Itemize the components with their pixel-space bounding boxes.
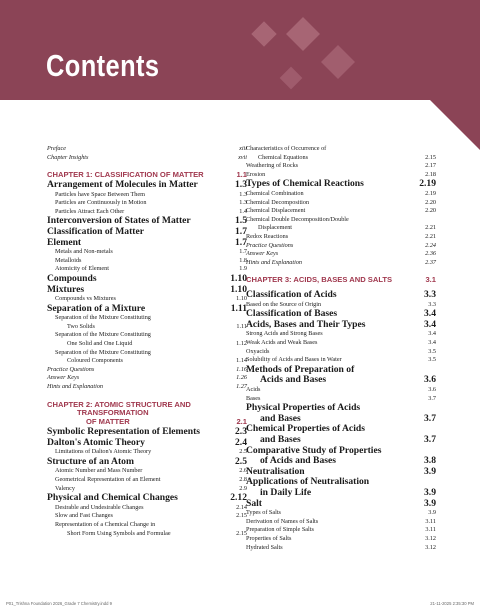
entry-title: Mixtures bbox=[47, 283, 85, 295]
entry-title: Bases bbox=[246, 394, 261, 402]
page-number: 2.5 bbox=[239, 448, 247, 456]
entry-title: Atomic Number and Mass Number bbox=[55, 467, 143, 475]
entry-title: Separation of a Mixture bbox=[47, 302, 146, 314]
entry-title: Coloured Components bbox=[67, 357, 123, 365]
entry-title: Strong Acids and Strong Bases bbox=[246, 330, 323, 338]
entry-title: Hints and Explanation bbox=[47, 383, 104, 391]
entry-title: Preparation of Simple Salts bbox=[246, 526, 314, 534]
toc-entry bbox=[246, 290, 436, 301]
page-number: 3.9 bbox=[428, 509, 436, 517]
entry-title: CHAPTER 3: ACIDS, BASES AND SALTS bbox=[246, 275, 393, 285]
page-number: 2.18 bbox=[425, 170, 436, 178]
page-number: 1.12 bbox=[236, 340, 247, 348]
toc-entry bbox=[47, 366, 247, 375]
toc-left-column bbox=[47, 145, 247, 538]
entry-title: Geometrical Representation of an Element bbox=[55, 476, 161, 483]
entry-title: Separation of the Mixture Constituting bbox=[55, 348, 151, 356]
entry-title: Neutralisation bbox=[246, 465, 305, 477]
toc-entry bbox=[246, 509, 436, 518]
page-number: 2.21 bbox=[425, 224, 436, 232]
entry-title: Preface bbox=[47, 145, 67, 152]
footer-stamp: 21-11-2025 2:35:30 PM bbox=[430, 601, 474, 606]
toc-entry bbox=[47, 145, 247, 154]
toc-entry bbox=[246, 518, 436, 527]
page-number: 1.8 bbox=[239, 256, 247, 264]
entry-title: Desirable and Undesirable Changes bbox=[55, 503, 144, 511]
page-number: 3.12 bbox=[425, 534, 436, 542]
toc-entry bbox=[47, 438, 247, 449]
toc-entry bbox=[47, 323, 247, 332]
toc-entry bbox=[47, 493, 247, 504]
entry-title: Weathering of Rocks bbox=[246, 162, 299, 170]
entry-title: Chemical Combination bbox=[246, 189, 304, 197]
toc-entry bbox=[47, 257, 247, 266]
page-number: 1.1 bbox=[236, 170, 247, 180]
entry-title: in Daily Life bbox=[260, 486, 312, 498]
entry-title: Practice Questions bbox=[246, 241, 294, 249]
page-number: 1.7 bbox=[235, 225, 247, 237]
toc-entry bbox=[47, 457, 247, 468]
page-number: 2.20 bbox=[425, 207, 436, 215]
toc-entry bbox=[47, 191, 247, 200]
page-number: 1.5 bbox=[235, 215, 247, 227]
toc-entry bbox=[246, 216, 436, 225]
entry-title: Particles Attract Each Other bbox=[55, 207, 125, 215]
toc-entry bbox=[246, 375, 436, 386]
page-number: 3.7 bbox=[424, 434, 436, 446]
page-number: 3.11 bbox=[425, 517, 436, 525]
entry-title: Chapter Insights bbox=[47, 153, 89, 161]
toc-entry bbox=[246, 199, 436, 208]
page-number: 3.5 bbox=[428, 356, 436, 364]
page-number: 1.16 bbox=[236, 365, 247, 373]
entry-title: and Bases bbox=[260, 412, 301, 424]
page-number: 1.14 bbox=[236, 357, 247, 365]
entry-title: Oxyacids bbox=[246, 347, 270, 355]
page-number: 2.19 bbox=[425, 189, 436, 197]
page-number: 2.3 bbox=[235, 426, 247, 438]
toc-entry bbox=[246, 526, 436, 535]
page-number: 3.9 bbox=[424, 486, 436, 498]
page-number: 3.1 bbox=[425, 275, 436, 285]
toc-entry bbox=[47, 274, 247, 285]
toc-entry bbox=[47, 383, 247, 392]
entry-title: Compounds bbox=[47, 272, 97, 284]
entry-title: Particles are Continuously in Motion bbox=[55, 199, 147, 207]
page-number: 1.3 bbox=[235, 178, 247, 190]
page-number: 1.11 bbox=[236, 322, 247, 330]
toc-entry bbox=[47, 180, 247, 191]
entry-title: Properties of Salts bbox=[246, 534, 292, 542]
page-number: 1.3 bbox=[239, 190, 247, 198]
toc-entry bbox=[246, 488, 436, 499]
page-number: 2.15 bbox=[425, 153, 436, 161]
page-number: 3.6 bbox=[428, 386, 436, 394]
page-number: 1.11 bbox=[230, 302, 247, 314]
page-number: 2.20 bbox=[425, 198, 436, 206]
entry-title: and Bases bbox=[260, 434, 301, 446]
toc-entry bbox=[47, 227, 247, 238]
page-number: 1.4 bbox=[239, 207, 247, 215]
toc-entry bbox=[246, 162, 436, 171]
entry-title: Acids, Bases and Their Types bbox=[246, 318, 366, 330]
entry-title: Physical Properties of Acids bbox=[246, 402, 361, 414]
entry-title: One Solid and One Liquid bbox=[67, 340, 133, 348]
page-number: 1.9 bbox=[239, 265, 247, 273]
toc-entry bbox=[47, 304, 247, 315]
toc-entry bbox=[47, 154, 247, 163]
entry-title: Arrangement of Molecules in Matter bbox=[47, 178, 198, 190]
entry-title: Limitations of Dalton's Atomic Theory bbox=[55, 448, 152, 456]
entry-title: Symbolic Representation of Elements bbox=[47, 426, 201, 438]
toc-entry bbox=[47, 521, 247, 530]
entry-title: Dalton's Atomic Theory bbox=[47, 436, 145, 448]
entry-title: Slow and Fast Changes bbox=[55, 512, 113, 520]
toc-entry bbox=[47, 340, 247, 349]
entry-title: CHAPTER 1: CLASSIFICATION OF MATTER bbox=[47, 170, 204, 180]
entry-title: Representation of a Chemical Change in bbox=[55, 520, 156, 528]
entry-title: Weak Acids and Weak Bases bbox=[246, 339, 318, 347]
entry-title: Based on the Source of Origin bbox=[246, 300, 322, 308]
page-title: Contents bbox=[46, 48, 160, 83]
page-number: 1.10 bbox=[230, 283, 247, 295]
toc-entry bbox=[246, 348, 436, 357]
toc-entry bbox=[47, 467, 247, 476]
page-number: 2.4 bbox=[235, 436, 247, 448]
page-number: 3.7 bbox=[428, 394, 436, 402]
entry-title: Structure of an Atom bbox=[47, 455, 134, 467]
page-number: 3.7 bbox=[424, 412, 436, 424]
page-number: 2.17 bbox=[425, 162, 436, 170]
toc-entry bbox=[246, 339, 436, 348]
entry-title: Element bbox=[47, 236, 82, 248]
page-number: 2.19 bbox=[419, 178, 436, 190]
footer-file: P01_Trishna Foundation 2026_Grade 7 Chemistry.indd 9 bbox=[6, 601, 112, 606]
toc-entry bbox=[47, 331, 247, 340]
toc-entry bbox=[47, 238, 247, 249]
page-number: 3.3 bbox=[428, 300, 436, 308]
toc-entry bbox=[47, 504, 247, 513]
toc-entry bbox=[47, 349, 247, 358]
entry-title: CHAPTER 2: ATOMIC STRUCTURE AND bbox=[47, 399, 191, 409]
entry-title: Chemical Decomposition bbox=[246, 198, 310, 206]
page-number: 3.12 bbox=[425, 543, 436, 551]
page-number: 3.4 bbox=[424, 318, 436, 330]
entry-title: Classification of Matter bbox=[47, 225, 144, 237]
entry-title: Chemical Displacement bbox=[246, 207, 306, 215]
entry-title: Acids and Bases bbox=[260, 374, 327, 386]
entry-title: Short Form Using Symbols and Formulae bbox=[67, 529, 171, 537]
entry-title: Classification of Acids bbox=[246, 289, 337, 301]
entry-title: Physical and Chemical Changes bbox=[47, 492, 178, 504]
page-number: 3.3 bbox=[424, 289, 436, 301]
toc-entry bbox=[47, 357, 247, 366]
page-number: xiii bbox=[239, 145, 247, 152]
page-number: 2.37 bbox=[425, 258, 436, 266]
toc-entry bbox=[246, 544, 436, 553]
page-number: 3.4 bbox=[428, 330, 436, 338]
entry-title: Erosion bbox=[246, 170, 266, 178]
toc-entry bbox=[47, 248, 247, 257]
entry-title: Applications of Neutralisation bbox=[246, 476, 370, 488]
toc-entry bbox=[47, 476, 247, 485]
page-number: 3.4 bbox=[428, 339, 436, 347]
toc-right-column bbox=[246, 145, 436, 552]
entry-title: Interconversion of States of Matter bbox=[47, 215, 191, 227]
page-number: 3.5 bbox=[428, 347, 436, 355]
toc-entry bbox=[246, 320, 436, 331]
page-number: 3.9 bbox=[424, 497, 436, 509]
entry-title: Particles have Space Between Them bbox=[55, 190, 145, 198]
page-number: 1.3 bbox=[239, 199, 247, 207]
entry-title: Classification of Bases bbox=[246, 308, 338, 320]
entry-title: Comparative Study of Properties bbox=[246, 444, 382, 456]
entry-title: Derivation of Names of Salts bbox=[246, 517, 319, 525]
entry-title: Acids bbox=[246, 386, 261, 394]
entry-title: Two Solids bbox=[67, 322, 95, 330]
toc-entry bbox=[246, 535, 436, 544]
toc-entry bbox=[246, 250, 436, 259]
toc-entry bbox=[246, 207, 436, 216]
entry-title: Hydrated Salts bbox=[246, 543, 283, 551]
toc-entry bbox=[47, 285, 247, 296]
entry-title: Separation of the Mixture Constituting bbox=[55, 331, 151, 339]
page-number: 2.15 bbox=[236, 512, 247, 520]
page-number: 1.26 bbox=[236, 374, 247, 382]
entry-title: Displacement bbox=[258, 224, 293, 232]
toc-entry bbox=[47, 512, 247, 521]
page-number: 1.7 bbox=[235, 236, 247, 248]
page-number: 2.36 bbox=[425, 250, 436, 258]
page-number: 1.7 bbox=[239, 248, 247, 256]
page-number: 1.27 bbox=[236, 383, 247, 391]
entry-title: Valency bbox=[55, 484, 75, 492]
toc-entry bbox=[246, 259, 436, 268]
page-number: 2.21 bbox=[425, 232, 436, 240]
toc-entry bbox=[246, 190, 436, 199]
entry-title: Chemical Double Decomposition/Double bbox=[246, 215, 349, 223]
toc-entry bbox=[246, 499, 436, 510]
page-number: 3.11 bbox=[425, 526, 436, 534]
page-number: 2.24 bbox=[425, 241, 436, 249]
entry-title: Practice Questions bbox=[47, 365, 95, 373]
entry-title: Separation of the Mixture Constituting bbox=[55, 314, 151, 322]
entry-title: Answer Keys bbox=[246, 250, 279, 258]
toc-entry bbox=[47, 530, 247, 539]
page-number: 2.14 bbox=[236, 503, 247, 511]
entry-title: Types of Salts bbox=[246, 509, 281, 517]
page-number: 3.9 bbox=[424, 465, 436, 477]
toc-entry bbox=[47, 199, 247, 208]
chapter-heading bbox=[47, 409, 247, 418]
toc-entry bbox=[246, 330, 436, 339]
entry-title: Salt bbox=[246, 497, 262, 509]
entry-title: Answer Keys bbox=[47, 374, 80, 382]
page-number: 3.4 bbox=[424, 308, 436, 320]
toc-entry bbox=[246, 386, 436, 395]
toc-entry bbox=[246, 154, 436, 163]
entry-title: Chemical Properties of Acids bbox=[246, 423, 365, 435]
page-number: 2.1 bbox=[236, 417, 247, 427]
entry-title: Atomicity of Element bbox=[55, 265, 109, 273]
page-number: 2.15 bbox=[236, 529, 247, 537]
page-number: xvii bbox=[238, 153, 247, 161]
entry-title: Redox Reactions bbox=[246, 232, 289, 240]
entry-title: Solubility of Acids and Bases in Water bbox=[246, 356, 342, 364]
page-number: 2.5 bbox=[235, 455, 247, 467]
entry-title: TRANSFORMATION bbox=[77, 408, 149, 418]
toc-entry bbox=[47, 314, 247, 323]
entry-title: Metalloids bbox=[55, 256, 82, 264]
page-number: 2.9 bbox=[239, 484, 247, 492]
entry-title: Compounds vs Mixtures bbox=[55, 295, 116, 303]
page-number: 2.12 bbox=[230, 492, 247, 504]
page-number: 2.6 bbox=[239, 467, 247, 475]
toc-entry bbox=[246, 242, 436, 251]
entry-title: Types of Chemical Reactions bbox=[246, 178, 364, 190]
page-number: 1.10 bbox=[230, 272, 247, 284]
toc-entry bbox=[246, 145, 436, 154]
entry-title: Metals and Non-metals bbox=[55, 248, 113, 256]
toc-entry bbox=[246, 224, 436, 233]
page-number: 1.10 bbox=[236, 295, 247, 303]
entry-title: Hints and Explanation bbox=[246, 258, 303, 266]
entry-title: Characteristics of Occurrence of bbox=[246, 145, 327, 152]
page-number: 3.8 bbox=[424, 455, 436, 467]
entry-title: Methods of Preparation of bbox=[246, 363, 355, 375]
page-number: 2.8 bbox=[239, 476, 247, 483]
entry-title: Chemical Equations bbox=[258, 153, 309, 161]
page-number: 3.6 bbox=[424, 374, 436, 386]
entry-title: of Acids and Bases bbox=[260, 455, 336, 467]
toc-entry bbox=[246, 233, 436, 242]
chapter-heading bbox=[246, 276, 436, 285]
toc-entry bbox=[47, 374, 247, 383]
entry-title: OF MATTER bbox=[86, 417, 130, 427]
toc-entry bbox=[246, 179, 436, 190]
